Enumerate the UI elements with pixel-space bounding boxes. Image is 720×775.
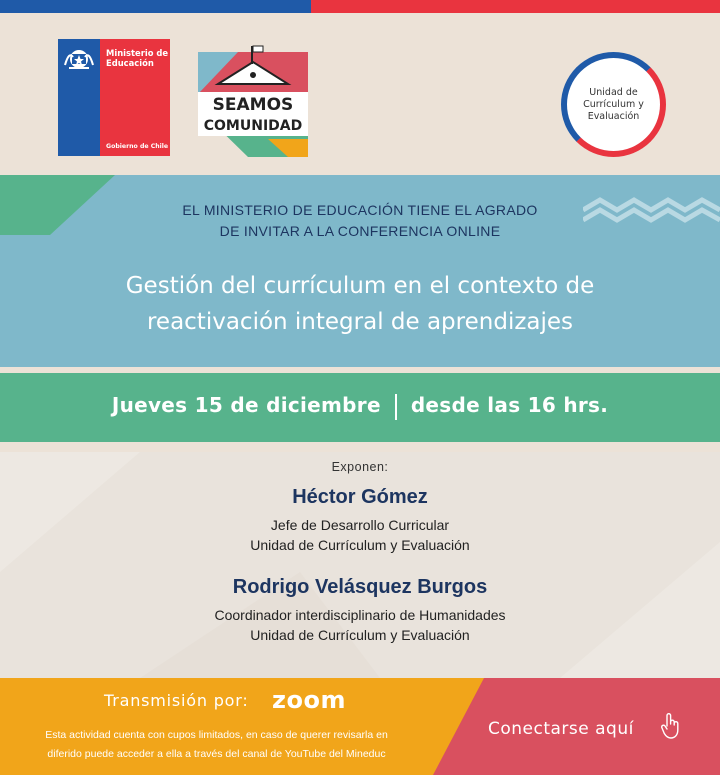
ministry-name-line1: Ministerio de — [106, 48, 169, 58]
zoom-logo: zoom — [272, 686, 346, 714]
schedule-divider — [395, 394, 397, 420]
conference-title-line2: reactivación integral de aprendizajes — [146, 309, 574, 335]
limited-seats-note — [0, 726, 433, 764]
conference-title-line1: Gestión del currículum en el contexto de — [125, 273, 595, 299]
top-color-bar — [0, 0, 720, 13]
seamos-text-line2: COMUNIDAD — [203, 118, 303, 134]
top-bar-blue — [0, 0, 311, 13]
conference-title — [0, 268, 720, 340]
note-line2: diferido puede acceder a ella a través del canal de YouTube del Mineduc — [47, 748, 386, 760]
speaker-1-unit: Unidad de Currículum y Evaluación — [250, 537, 470, 553]
speaker-1-role: Jefe de Desarrollo Curricular — [270, 517, 450, 533]
note-line1: Esta actividad cuenta con cupos limitados, en caso de querer revisarla en — [45, 729, 388, 741]
invitation-text — [0, 200, 720, 242]
invitation-line2: DE INVITAR A LA CONFERENCIA ONLINE — [219, 223, 501, 239]
speaker-2-unit: Unidad de Currículum y Evaluación — [250, 627, 470, 643]
seamos-comunidad-logo — [198, 44, 308, 157]
curriculum-unit-logo — [561, 52, 666, 157]
event-schedule — [0, 393, 720, 420]
transmission-label: Transmisión por: — [104, 691, 249, 710]
connect-here-link[interactable]: Conectarse aquí — [488, 719, 634, 739]
speaker-2-name: Rodrigo Velásquez Burgos — [232, 576, 488, 598]
speakers-heading: Exponen: — [331, 460, 389, 474]
speaker-2-role: Coordinador interdisciplinario de Humanidades — [214, 607, 506, 623]
seamos-text-line1: SEAMOS — [212, 95, 294, 115]
event-time: desde las 16 hrs. — [410, 393, 609, 417]
chile-crest-icon — [61, 45, 97, 71]
unit-logo-line2: Currículum y — [583, 98, 644, 110]
unit-logo-line1: Unidad de — [589, 86, 638, 98]
government-label: Gobierno de Chile — [106, 143, 169, 150]
speaker-1-name: Héctor Gómez — [292, 486, 428, 508]
event-date: Jueves 15 de diciembre — [111, 393, 381, 417]
unit-logo-line3: Evaluación — [587, 110, 640, 122]
pointer-hand-icon[interactable] — [660, 712, 682, 740]
invitation-line1: EL MINISTERIO DE EDUCACIÓN TIENE EL AGRADO — [182, 202, 538, 218]
ministry-name-line2: Educación — [106, 58, 154, 68]
ministry-logo — [58, 39, 170, 156]
top-bar-red — [311, 0, 720, 13]
